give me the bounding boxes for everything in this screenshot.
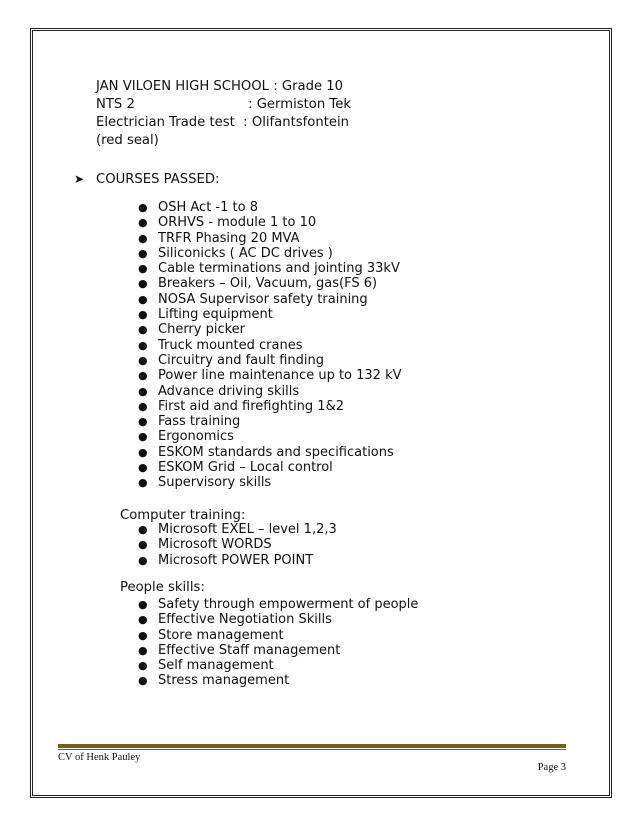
education-row — [96, 96, 351, 114]
list-item — [136, 246, 402, 261]
education-institution: (red seal) — [96, 133, 159, 148]
education-block — [96, 78, 351, 150]
education-row — [96, 132, 351, 150]
bullet-icon: ● — [138, 430, 148, 444]
list-item — [136, 553, 337, 568]
list-item — [136, 261, 402, 276]
courses-heading — [74, 170, 219, 189]
bullet-icon: ● — [138, 353, 148, 367]
list-item-text: TRFR Phasing 20 MVA — [158, 230, 300, 246]
list-item — [136, 522, 337, 537]
courses-heading-text: COURSES PASSED: — [96, 172, 220, 187]
bullet-icon: ● — [138, 445, 148, 459]
list-item-text: NOSA Supervisor safety training — [158, 291, 368, 307]
list-item-text: Siliconicks ( AC DC drives ) — [158, 245, 333, 261]
footer-author: CV of Henk Pauley — [58, 752, 141, 763]
bullet-icon: ● — [138, 476, 148, 490]
list-item-text: Circuitry and fault finding — [158, 352, 325, 368]
list-item-text: ESKOM standards and specifications — [158, 444, 394, 460]
list-item-text: Effective Negotiation Skills — [158, 612, 332, 628]
computer-training-list — [136, 522, 337, 568]
list-item — [136, 658, 418, 673]
list-item — [136, 445, 402, 460]
arrow-bullet-icon: ➤ — [74, 172, 85, 186]
list-item-text: Safety through empowerment of people — [158, 597, 419, 612]
list-item-text: Store management — [158, 627, 284, 643]
list-item-text: Advance driving skills — [158, 383, 300, 399]
list-item-text: Breakers – Oil, Vacuum, gas(FS 6) — [158, 276, 378, 292]
list-item-text: Microsoft EXEL – level 1,2,3 — [158, 522, 337, 537]
list-item-text: First aid and firefighting 1&2 — [158, 398, 344, 414]
page-number: Page 3 — [537, 762, 566, 773]
list-item — [136, 429, 402, 444]
bullet-icon: ● — [138, 613, 148, 627]
list-item — [136, 399, 402, 414]
list-item — [136, 200, 402, 215]
people-skills-heading: People skills: — [120, 580, 205, 595]
bullet-icon: ● — [138, 262, 148, 276]
people-skills-list — [136, 597, 418, 689]
list-item — [136, 338, 402, 353]
list-item — [136, 612, 418, 627]
list-item-text: OSH Act -1 to 8 — [158, 200, 258, 215]
footer-divider-thin — [58, 749, 566, 750]
list-item — [136, 276, 402, 291]
education-detail: Olifantsfontein — [251, 115, 350, 130]
list-item — [136, 597, 418, 612]
list-item-text: Supervisory skills — [158, 475, 272, 491]
list-item-text: Microsoft POWER POINT — [158, 552, 314, 568]
bullet-icon: ● — [138, 415, 148, 429]
list-item-text: Ergonomics — [158, 429, 234, 445]
bullet-icon: ● — [138, 201, 148, 214]
bullet-icon: ● — [138, 216, 148, 230]
list-item — [136, 414, 402, 429]
computer-training-heading: Computer training: — [120, 508, 246, 523]
courses-list — [136, 200, 402, 491]
education-detail: Grade 10 — [281, 79, 344, 94]
bullet-icon: ● — [138, 538, 148, 552]
bullet-icon: ● — [138, 659, 148, 673]
education-institution: NTS 2 : — [96, 97, 257, 112]
list-item — [136, 231, 402, 246]
bullet-icon: ● — [138, 643, 148, 657]
education-institution: JAN VILOEN HIGH SCHOOL : — [96, 79, 282, 94]
bullet-icon: ● — [138, 338, 148, 352]
education-row — [96, 114, 351, 132]
list-item — [136, 322, 402, 337]
list-item — [136, 368, 402, 383]
list-item — [136, 673, 418, 688]
list-item — [136, 353, 402, 368]
list-item-text: Lifting equipment — [158, 307, 273, 323]
list-item-text: Stress management — [158, 673, 290, 689]
bullet-icon: ● — [138, 461, 148, 475]
bullet-icon: ● — [138, 308, 148, 322]
bullet-icon: ● — [138, 628, 148, 642]
education-row — [96, 78, 351, 96]
list-item-text: Truck mounted cranes — [158, 337, 303, 353]
bullet-icon: ● — [138, 277, 148, 291]
list-item — [136, 307, 402, 322]
bullet-icon: ● — [138, 369, 148, 383]
list-item-text: Effective Staff management — [158, 642, 341, 658]
list-item — [136, 460, 402, 475]
education-institution: Electrician Trade test : — [96, 115, 252, 130]
bullet-icon: ● — [138, 246, 148, 260]
bullet-icon: ● — [138, 231, 148, 245]
list-item-text: ESKOM Grid – Local control — [158, 460, 333, 476]
list-item — [136, 643, 418, 658]
list-item-text: Self management — [158, 658, 274, 674]
bullet-icon: ● — [138, 523, 148, 536]
list-item-text: Fass training — [158, 414, 241, 430]
list-item-text: Cherry picker — [158, 322, 246, 338]
education-detail: Germiston Tek — [256, 97, 351, 112]
bullet-icon: ● — [138, 292, 148, 306]
list-item — [136, 537, 337, 552]
bullet-icon: ● — [138, 674, 148, 688]
footer-divider — [58, 744, 566, 748]
list-item — [136, 628, 418, 643]
list-item — [136, 215, 402, 230]
list-item-text: Microsoft WORDS — [158, 537, 272, 553]
bullet-icon: ● — [138, 399, 148, 413]
bullet-icon: ● — [138, 384, 148, 398]
bullet-icon: ● — [138, 323, 148, 337]
list-item — [136, 384, 402, 399]
list-item-text: Cable terminations and jointing 33kV — [158, 261, 400, 277]
bullet-icon: ● — [138, 553, 148, 567]
list-item — [136, 292, 402, 307]
list-item — [136, 475, 402, 490]
list-item-text: ORHVS - module 1 to 10 — [158, 215, 317, 231]
list-item-text: Power line maintenance up to 132 kV — [158, 368, 402, 384]
bullet-icon: ● — [138, 598, 148, 611]
